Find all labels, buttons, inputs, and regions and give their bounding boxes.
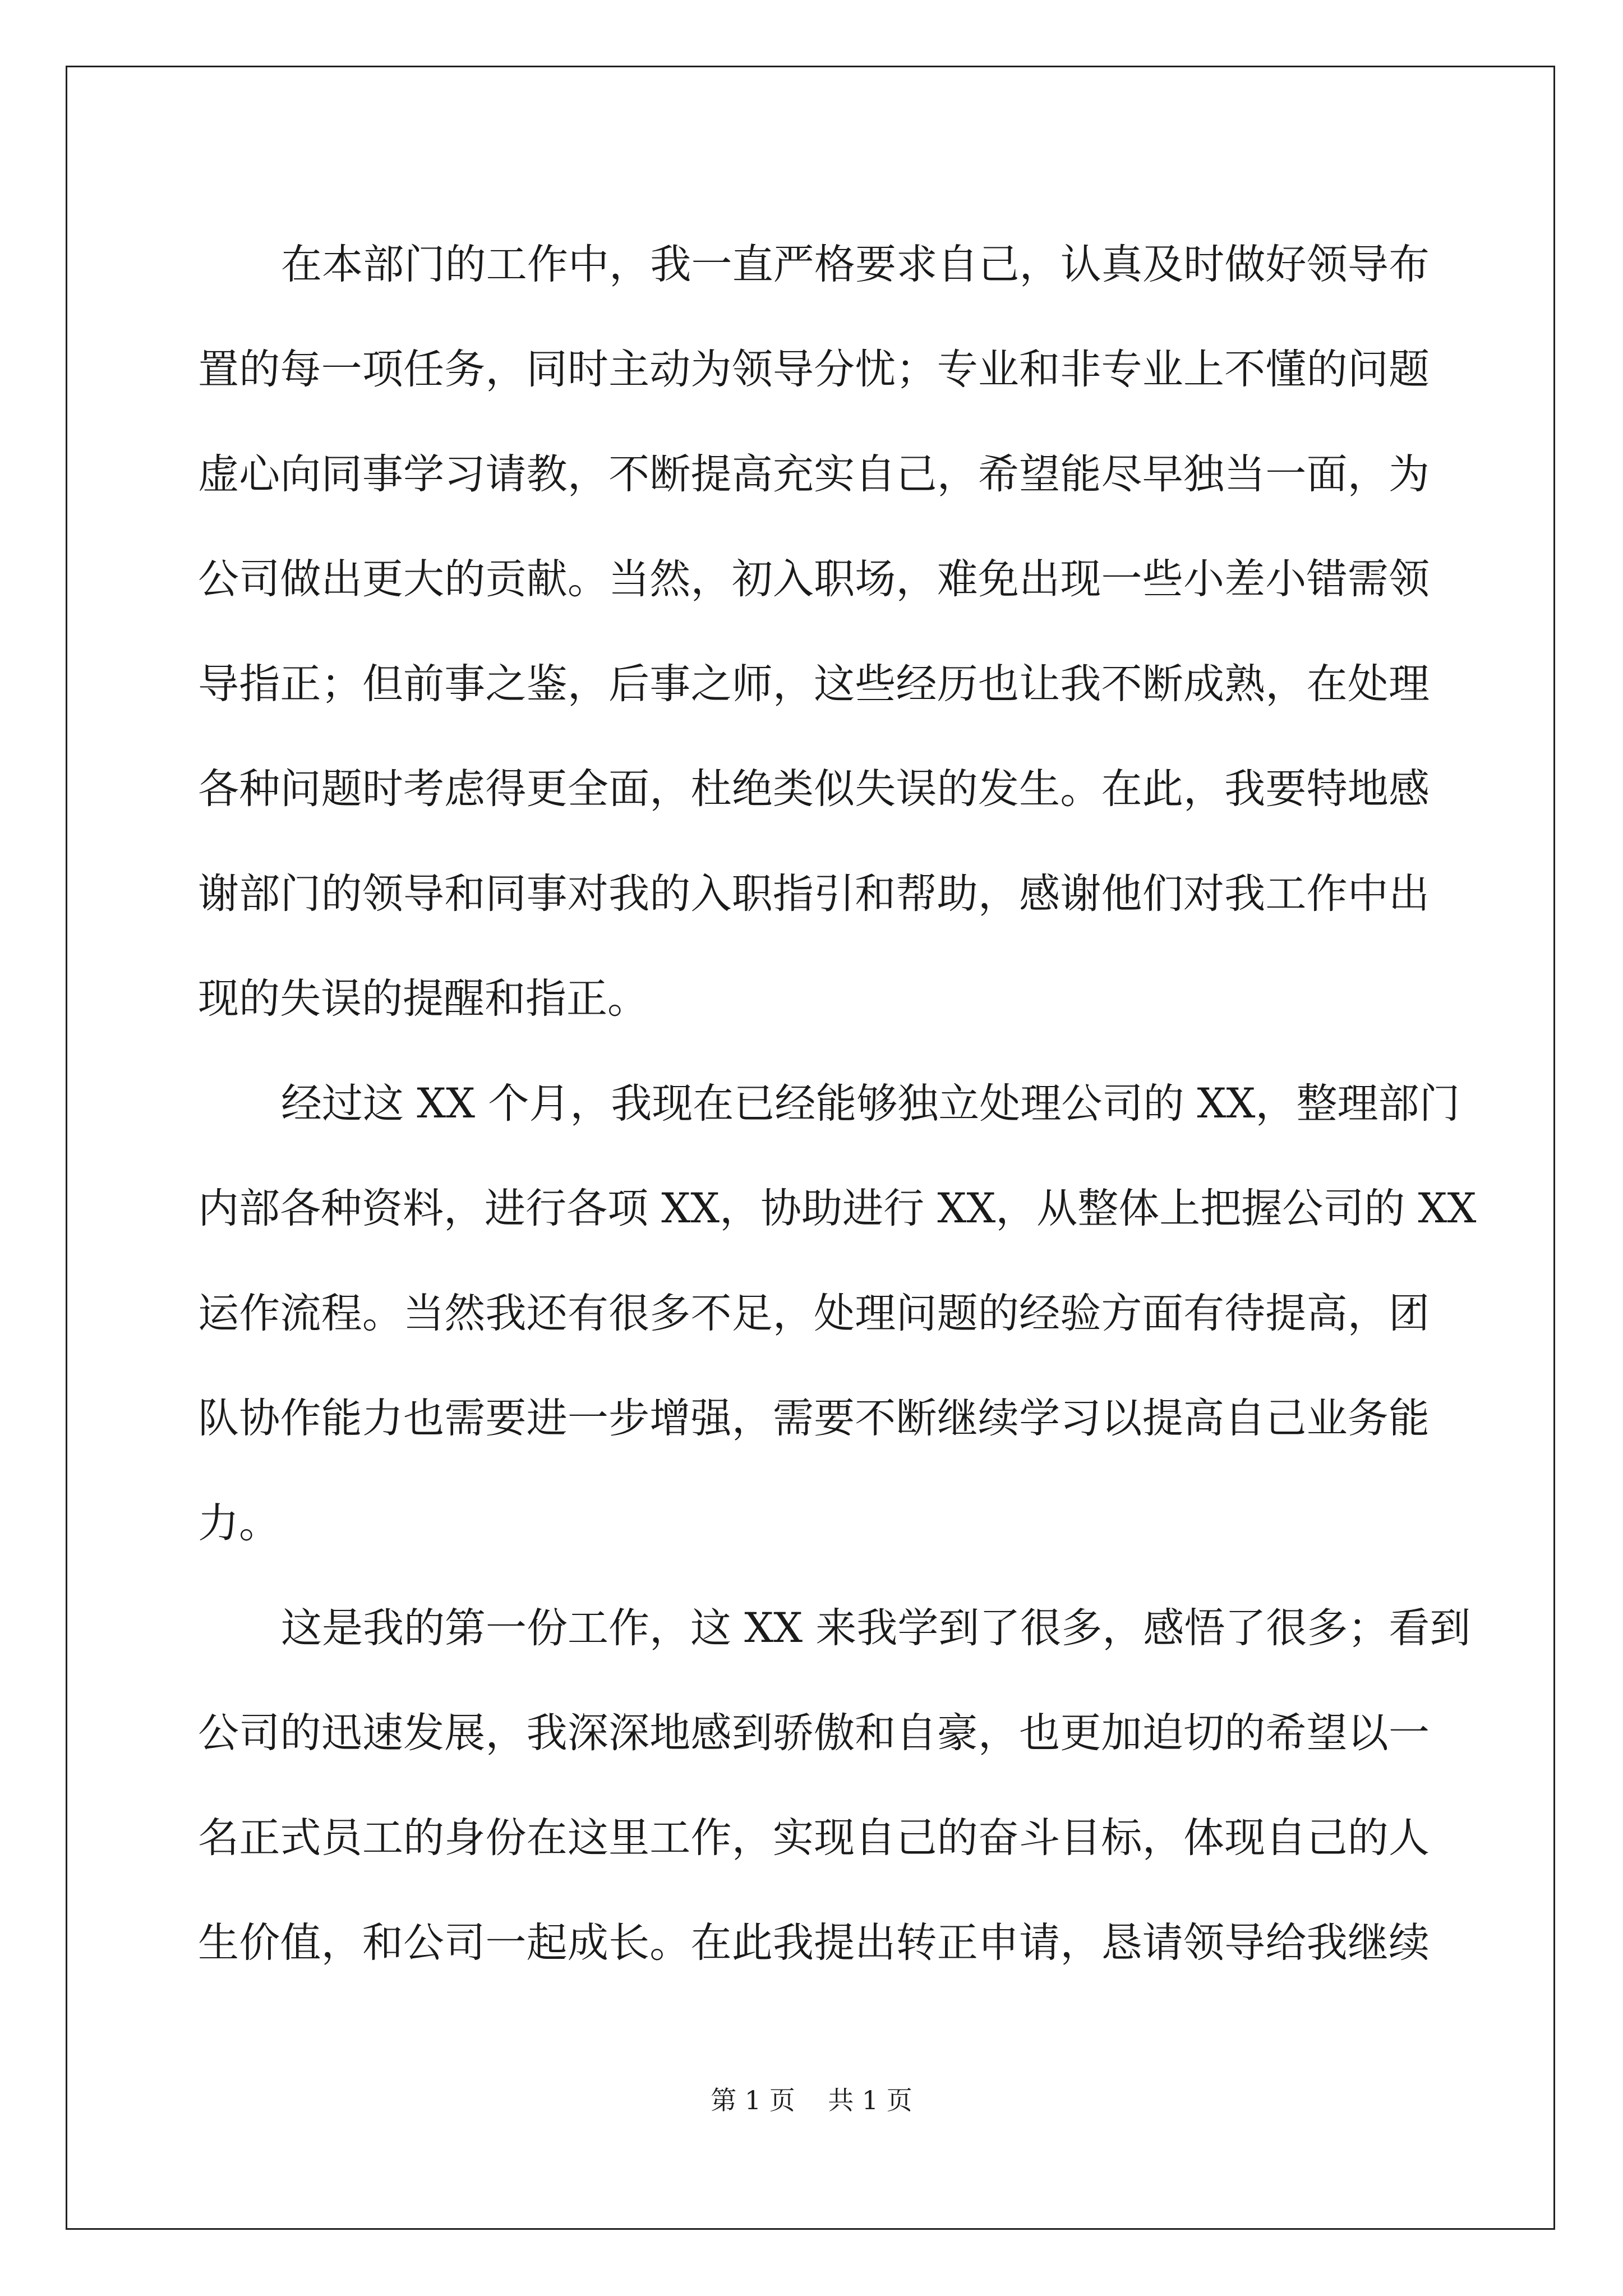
text-line: 内部各种资料，进行各项 XX，协助进行 XX，从整体上把握公司的 XX [198, 1185, 1477, 1232]
paragraph-2 [198, 1051, 1477, 1576]
text-line: 力。 [198, 1499, 280, 1547]
text-line: 公司的迅速发展，我深深地感到骄傲和自豪，也更加迫切的希望以一 [198, 1709, 1430, 1757]
text-line: 谢部门的领导和同事对我的入职指引和帮助，感谢他们对我工作中出 [198, 870, 1430, 918]
text-line: 现的失误的提醒和指正。 [198, 975, 648, 1023]
text-line: 置的每一项任务，同时主动为领导分忧；专业和非专业上不懂的问题 [198, 346, 1430, 393]
text-line: 经过这 XX 个月，我现在已经能够独立处理公司的 XX，整理部门 [281, 1080, 1460, 1128]
text-line: 各种问题时考虑得更全面，杜绝类似失误的发生。在此，我要特地感 [198, 765, 1430, 813]
text-line: 队协作能力也需要进一步增强，需要不断继续学习以提高自己业务能 [198, 1395, 1430, 1442]
paragraph-3 [198, 1576, 1471, 1995]
text-line: 导指正；但前事之鉴，后事之师，这些经历也让我不断成熟，在处理 [198, 660, 1430, 708]
text-line: 虚心向同事学习请教，不断提高充实自己，希望能尽早独当一面，为 [198, 450, 1430, 498]
text-line: 这是我的第一份工作，这 XX 来我学到了很多，感悟了很多；看到 [281, 1604, 1471, 1652]
text-line: 公司做出更大的贡献。当然，初入职场，难免出现一些小差小错需领 [198, 555, 1430, 603]
text-line: 名正式员工的身份在这里工作，实现自己的奋斗目标，体现自己的人 [198, 1814, 1430, 1862]
page-footer [0, 2083, 1623, 2117]
page-number: 第 1 页 共 1 页 [711, 2085, 912, 2115]
text-line: 生价值，和公司一起成长。在此我提出转正申请，恳请领导给我继续 [198, 1919, 1430, 1967]
text-line: 在本部门的工作中，我一直严格要求自己，认真及时做好领导布 [281, 241, 1430, 288]
document-body [198, 212, 1477, 1995]
text-line: 运作流程。当然我还有很多不足，处理问题的经验方面有待提高，团 [198, 1290, 1430, 1337]
paragraph-1 [198, 212, 1430, 1051]
